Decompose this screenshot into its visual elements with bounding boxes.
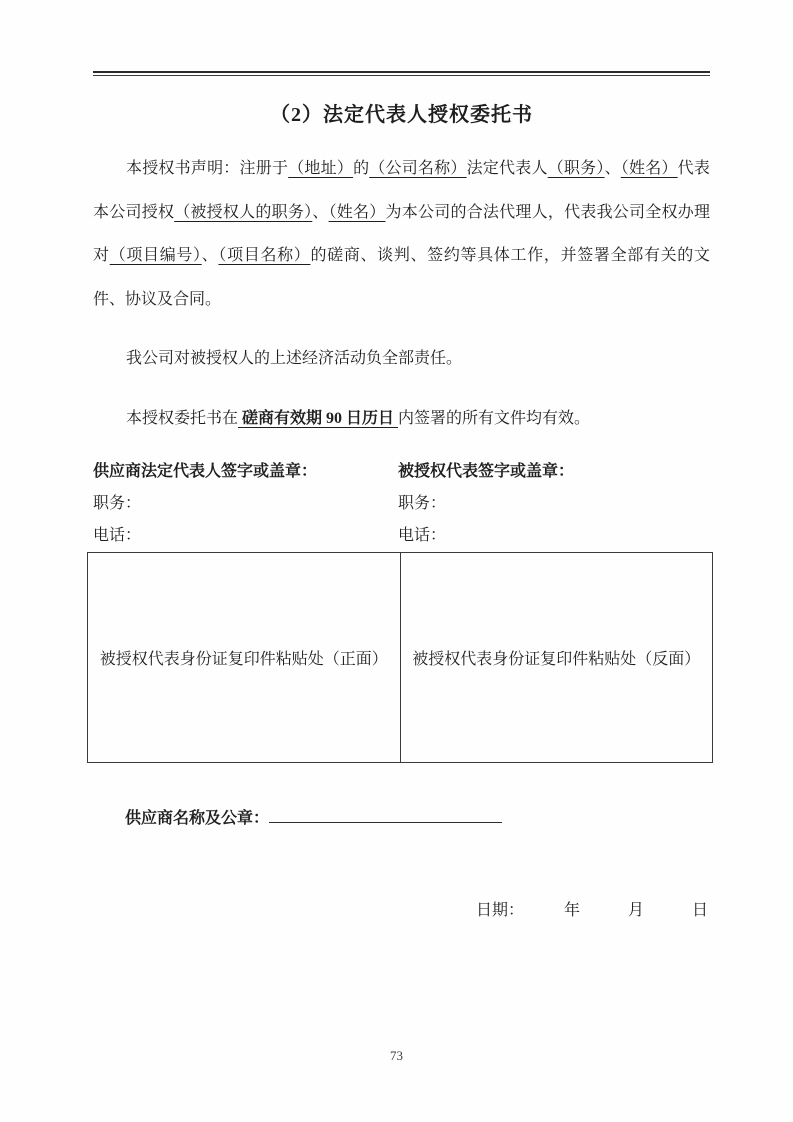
declaration-text: 、 <box>604 160 621 177</box>
date-label: 日期： <box>475 902 524 919</box>
supplier-sign-label: 供应商法定代表人签字或盖章： <box>93 463 318 480</box>
id-card-front-label: 被授权代表身份证复印件粘贴处（正面） <box>99 651 388 668</box>
supplier-title-label: 职务： <box>93 495 142 512</box>
validity-text: 内签署的所有文件均有效。 <box>398 409 591 427</box>
blank-project-name: （项目名称） <box>218 247 311 264</box>
month-label: 月 <box>627 902 644 919</box>
declaration-text: 为本公司的合法代理人，代表我公司全权办理对 <box>93 203 710 264</box>
authorized-rep-sign-label: 被授权代表签字或盖章： <box>398 463 575 480</box>
page-number: 73 <box>390 1048 403 1063</box>
blank-address: （地址） <box>288 160 354 177</box>
blank-validity-period: 磋商有效期 90 日历日 <box>238 409 399 427</box>
company-seal-blank <box>269 805 502 823</box>
header-double-rule <box>93 71 710 76</box>
supplier-phone-label: 电话： <box>93 527 142 544</box>
date-line <box>93 896 710 926</box>
authorized-rep-signature-column <box>398 456 710 552</box>
declaration-text: 的 <box>353 160 370 177</box>
declaration-text: 的磋商、谈判、签约等具体工作，并签署全部有关的文件、协议及合同。 <box>93 247 710 308</box>
blank-authorized-name: （姓名） <box>328 203 386 221</box>
blank-project-number: （项目编号） <box>109 247 202 264</box>
document-title: （2）法定代表人授权委托书 <box>270 104 533 126</box>
blank-name: （姓名） <box>620 160 678 177</box>
id-card-back-label: 被授权代表身份证复印件粘贴处（反面） <box>412 651 701 668</box>
signature-columns <box>93 456 710 552</box>
declaration-paragraph <box>93 147 710 321</box>
company-seal-label: 供应商名称及公章： <box>125 810 270 827</box>
supplier-signature-column <box>93 456 398 552</box>
responsibility-paragraph: 我公司对被授权人的上述经济活动负全部责任。 <box>126 350 463 367</box>
declaration-text: 、 <box>201 247 219 264</box>
blank-company-name: （公司名称） <box>369 160 467 177</box>
validity-text: 本授权委托书在 <box>126 409 239 427</box>
id-card-back-box <box>401 553 713 762</box>
id-card-paste-boxes <box>87 552 713 763</box>
declaration-text: 代表本公司授权 <box>93 160 710 221</box>
authorized-rep-phone-label: 电话： <box>398 527 447 544</box>
day-label: 日 <box>691 902 708 919</box>
declaration-text: 本授权书声明：注册于 <box>126 160 289 177</box>
declaration-text: 、 <box>312 203 329 221</box>
document-content <box>93 0 710 926</box>
blank-authorized-position: （被授权人的职务） <box>174 203 313 221</box>
company-seal-line <box>93 804 710 834</box>
year-label: 年 <box>563 902 580 919</box>
id-card-front-box <box>88 553 401 762</box>
declaration-text: 法定代表人 <box>466 160 548 177</box>
authorized-rep-title-label: 职务： <box>398 495 447 512</box>
blank-position: （职务） <box>547 160 605 177</box>
validity-paragraph <box>93 397 710 441</box>
